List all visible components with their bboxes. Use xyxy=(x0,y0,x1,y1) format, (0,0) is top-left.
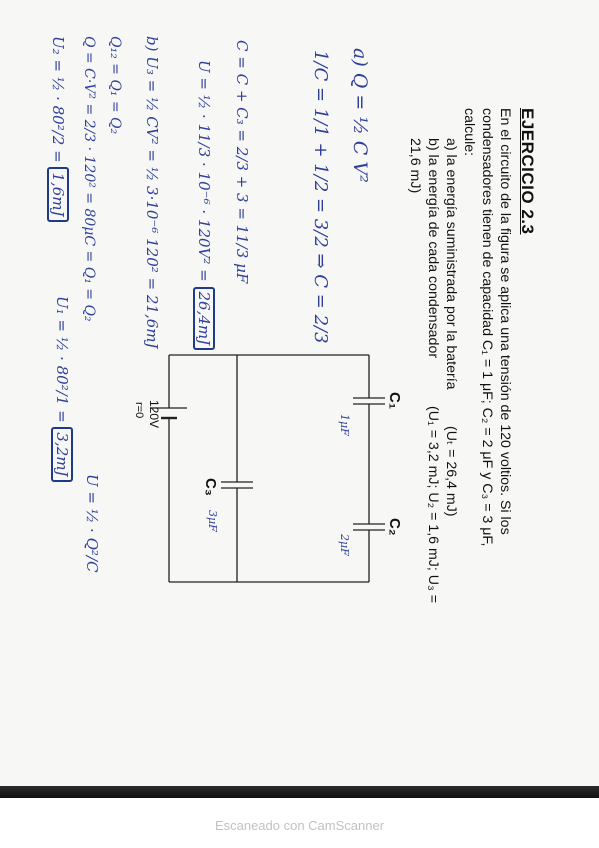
c2-note: 2μF xyxy=(338,534,351,556)
c2-label: C₂ xyxy=(386,518,403,536)
hw-b1: b) U₃ = ½ CV² = ½ 3·10⁻⁶ 120² = 21,6mJ xyxy=(143,36,161,349)
answer-b-line-2: 21,6 mJ) xyxy=(407,138,423,194)
hw-a2: 1/C = 1/1 + 1/2 = 3/2 ⇒ C = 2/3 xyxy=(310,50,331,344)
item-b: b) la energía de cada condensador xyxy=(425,138,441,359)
hw-b2: Q₁₂ = Q₁ = Q₂ xyxy=(107,36,123,135)
hw-a1: a) Q = ½ C V² xyxy=(349,48,371,183)
answer-b-line-1: (U₁ = 3,2 mJ; U₂ = 1,6 mJ; U₃ = xyxy=(425,406,441,604)
c1-note: 1μF xyxy=(338,414,351,436)
hw-b4 xyxy=(49,36,67,222)
c1-label: C₁ xyxy=(386,392,403,410)
hw-b6: U = ½ · Q²/C xyxy=(83,474,101,573)
hw-a4-text: U = ½ · 11/3 · 10⁻⁶ · 120V² = xyxy=(195,60,213,282)
answer-a: (Uₜ = 26,4 mJ) xyxy=(443,426,459,517)
hw-b4-answer-box: 1,6mJ xyxy=(47,167,69,221)
battery-voltage: 120V xyxy=(147,400,161,429)
statement-line-2: condensadores tienen de capacidad C₁ = 1 μF; C₂ = 2 μF y C₃ = 3 μF, xyxy=(479,108,495,547)
hw-a4-answer-box: 26,4mJ xyxy=(193,287,215,351)
scan-edge-shadow xyxy=(0,786,599,798)
scanner-watermark: Escaneado con CamScanner xyxy=(214,818,385,833)
exercise-title: EJERCICIO 2.3 xyxy=(518,108,537,235)
c3-label: C₃ xyxy=(202,478,219,496)
hw-a3: C = C + C₃ = 2/3 + 3 = 11/3 μF xyxy=(233,40,251,284)
statement-line-1: En el circuito de la figura se aplica una tensión de 120 voltios. Si los xyxy=(497,108,513,535)
hw-b5 xyxy=(53,296,71,482)
hw-a4 xyxy=(195,60,213,350)
item-a: a) la energía suministrada por la batería xyxy=(443,138,459,390)
statement-line-3: calcule: xyxy=(461,108,477,157)
hw-b5-text: U₁ = ½ · 80²/1 = xyxy=(53,296,71,423)
c3-note: 3μF xyxy=(206,510,219,532)
hw-b5-answer-box: 3,2mJ xyxy=(51,427,73,481)
hw-b4-text: U₂ = ½ · 80²/2 = xyxy=(49,36,67,163)
battery-resistance: r=0 xyxy=(133,402,145,419)
hw-b3: Q = C·V² = 2/3 · 120² = 80μC = Q₁ = Q₂ xyxy=(81,36,97,322)
